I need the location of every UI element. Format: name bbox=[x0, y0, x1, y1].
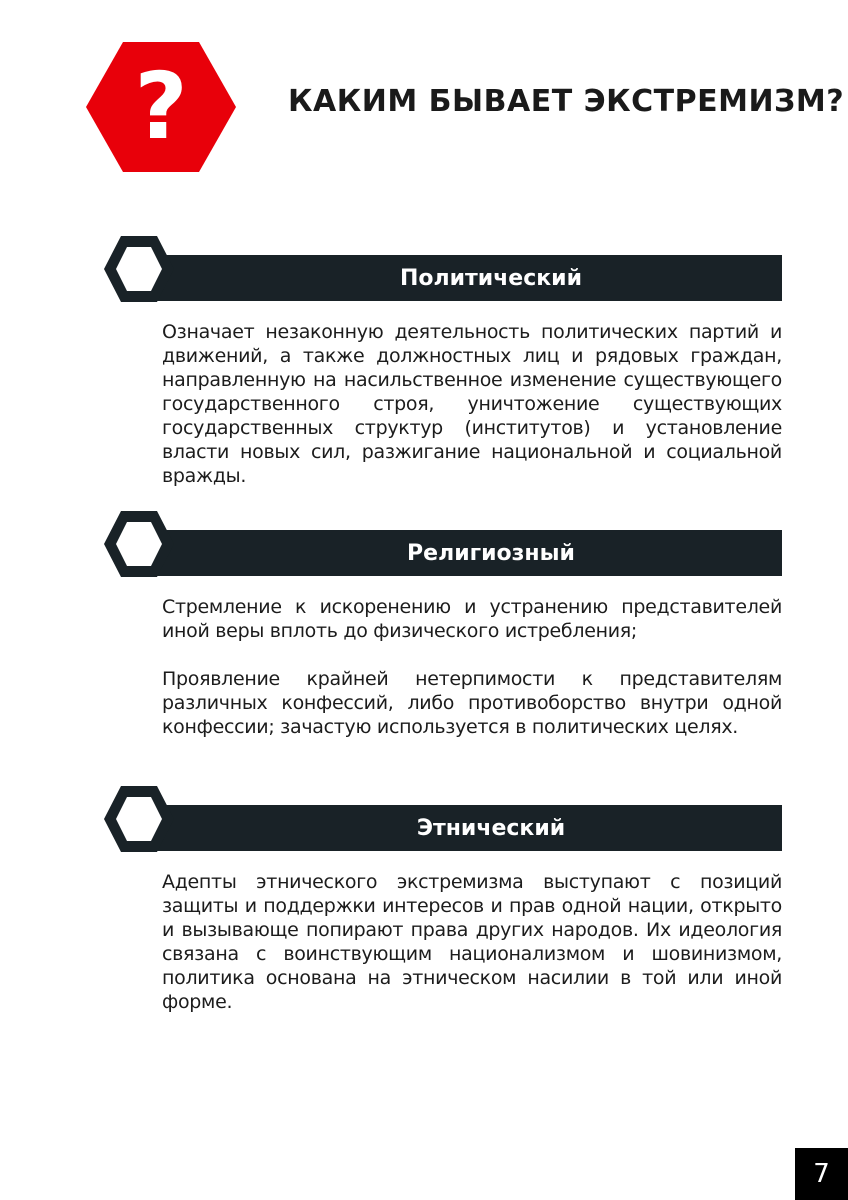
banner-bar bbox=[140, 805, 782, 851]
page-number: 7 bbox=[795, 1148, 848, 1200]
banner-bar bbox=[140, 255, 782, 301]
hexagon-outline-icon bbox=[104, 236, 174, 302]
section-body bbox=[162, 870, 782, 1014]
hexagon-outline-icon bbox=[104, 786, 174, 852]
section-banner bbox=[104, 236, 784, 306]
section-body bbox=[162, 595, 782, 739]
question-mark-symbol: ? bbox=[134, 53, 188, 160]
paragraph: Адепты этнического экстремизма выступают с позиций защиты и поддержки интересов и прав одной нации, открыто и вызывающе попирают права других народов. Их идеология связана с воинствующим национализмом и шовинизмом, политика основана на этническом насилии в той или иной форме. bbox=[162, 871, 782, 1013]
section-title: Этнический bbox=[416, 815, 566, 841]
section-banner bbox=[104, 511, 784, 581]
section-ethnic bbox=[104, 786, 784, 1014]
hexagon-outline-icon bbox=[104, 511, 174, 577]
section-body bbox=[162, 320, 782, 488]
section-title: Религиозный bbox=[407, 540, 575, 566]
section-banner bbox=[104, 786, 784, 856]
section-religious bbox=[104, 511, 784, 739]
paragraph: Означает незаконную деятельность политических партий и движений, а также должностных лиц и рядовых граждан, направленную на насильственное изменение существующего государственного строя, уничтожение существующих государственных структур (институтов) и установление власти новых сил, разжигание национальной и социальной вражды. bbox=[162, 321, 782, 487]
page-title: КАКИМ БЫВАЕТ ЭКСТРЕМИЗМ? bbox=[288, 84, 845, 119]
section-political bbox=[104, 236, 784, 488]
paragraph: Проявление крайней нетерпимости к представителям различных конфессий, либо противоборство внутри одной конфессии; зачастую используется в политических целях. bbox=[162, 668, 782, 738]
banner-bar bbox=[140, 530, 782, 576]
section-title: Политический bbox=[399, 265, 583, 291]
paragraph: Стремление к искоренению и устранению представителей иной веры вплоть до физического истребления; bbox=[162, 596, 782, 642]
